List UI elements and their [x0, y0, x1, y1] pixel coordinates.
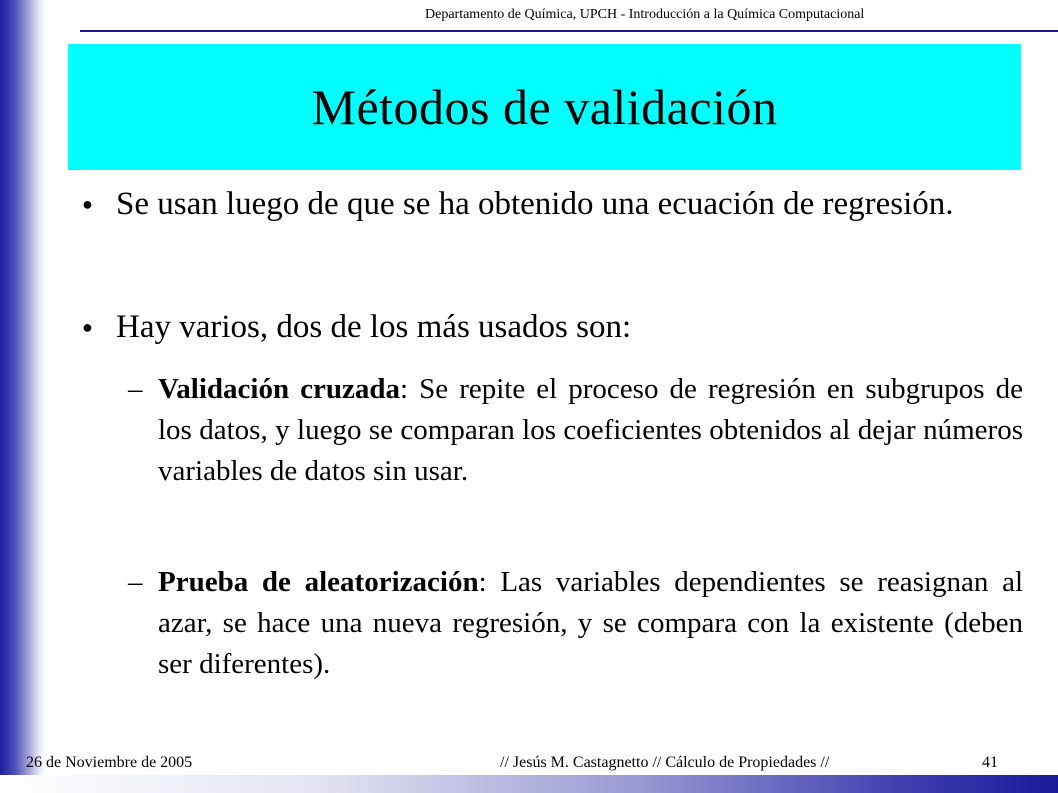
bottom-decorative-band	[0, 775, 1058, 793]
bullet-text: Se usan luego de que se ha obtenido una ecuación de regresión.	[116, 186, 954, 222]
sub-bullet-item	[128, 369, 1023, 492]
bullet-item	[82, 305, 1022, 349]
dash-icon: –	[128, 566, 143, 598]
sub-bullet-text	[158, 562, 1023, 685]
sub-bullet-term: Validación cruzada	[158, 373, 401, 405]
dash-icon: –	[128, 373, 143, 405]
slide-title: Métodos de validación	[311, 79, 778, 135]
bullet-dot-icon: ●	[82, 194, 93, 214]
bullet-item	[82, 182, 1022, 226]
sub-bullet-item	[128, 562, 1023, 685]
title-box	[68, 44, 1021, 170]
sub-bullet-text	[158, 369, 1023, 492]
sub-bullet-body: : Las variables dependientes se reasignan al azar, se hace una nueva regresión, y se compara con la existente (deben ser diferentes).	[158, 566, 1023, 680]
header-divider	[80, 30, 1058, 32]
page-number: 41	[982, 754, 998, 771]
footer-date: 26 de Noviembre de 2005	[26, 754, 193, 771]
left-decorative-band	[0, 0, 46, 793]
bullet-dot-icon: ●	[82, 317, 93, 337]
footer-author-line: // Jesús M. Castagnetto // Cálculo de Propiedades //	[500, 754, 830, 771]
sub-bullet-body: : Se repite el proceso de regresión en subgrupos de los datos, y luego se comparan los coeficientes obtenidos al dejar números variables de datos sin usar.	[158, 373, 1023, 487]
header-department: Departamento de Química, UPCH - Introducción a la Química Computacional	[425, 7, 865, 22]
bullet-text: Hay varios, dos de los más usados son:	[116, 309, 632, 345]
sub-bullet-term: Prueba de aleatorización	[158, 566, 479, 598]
